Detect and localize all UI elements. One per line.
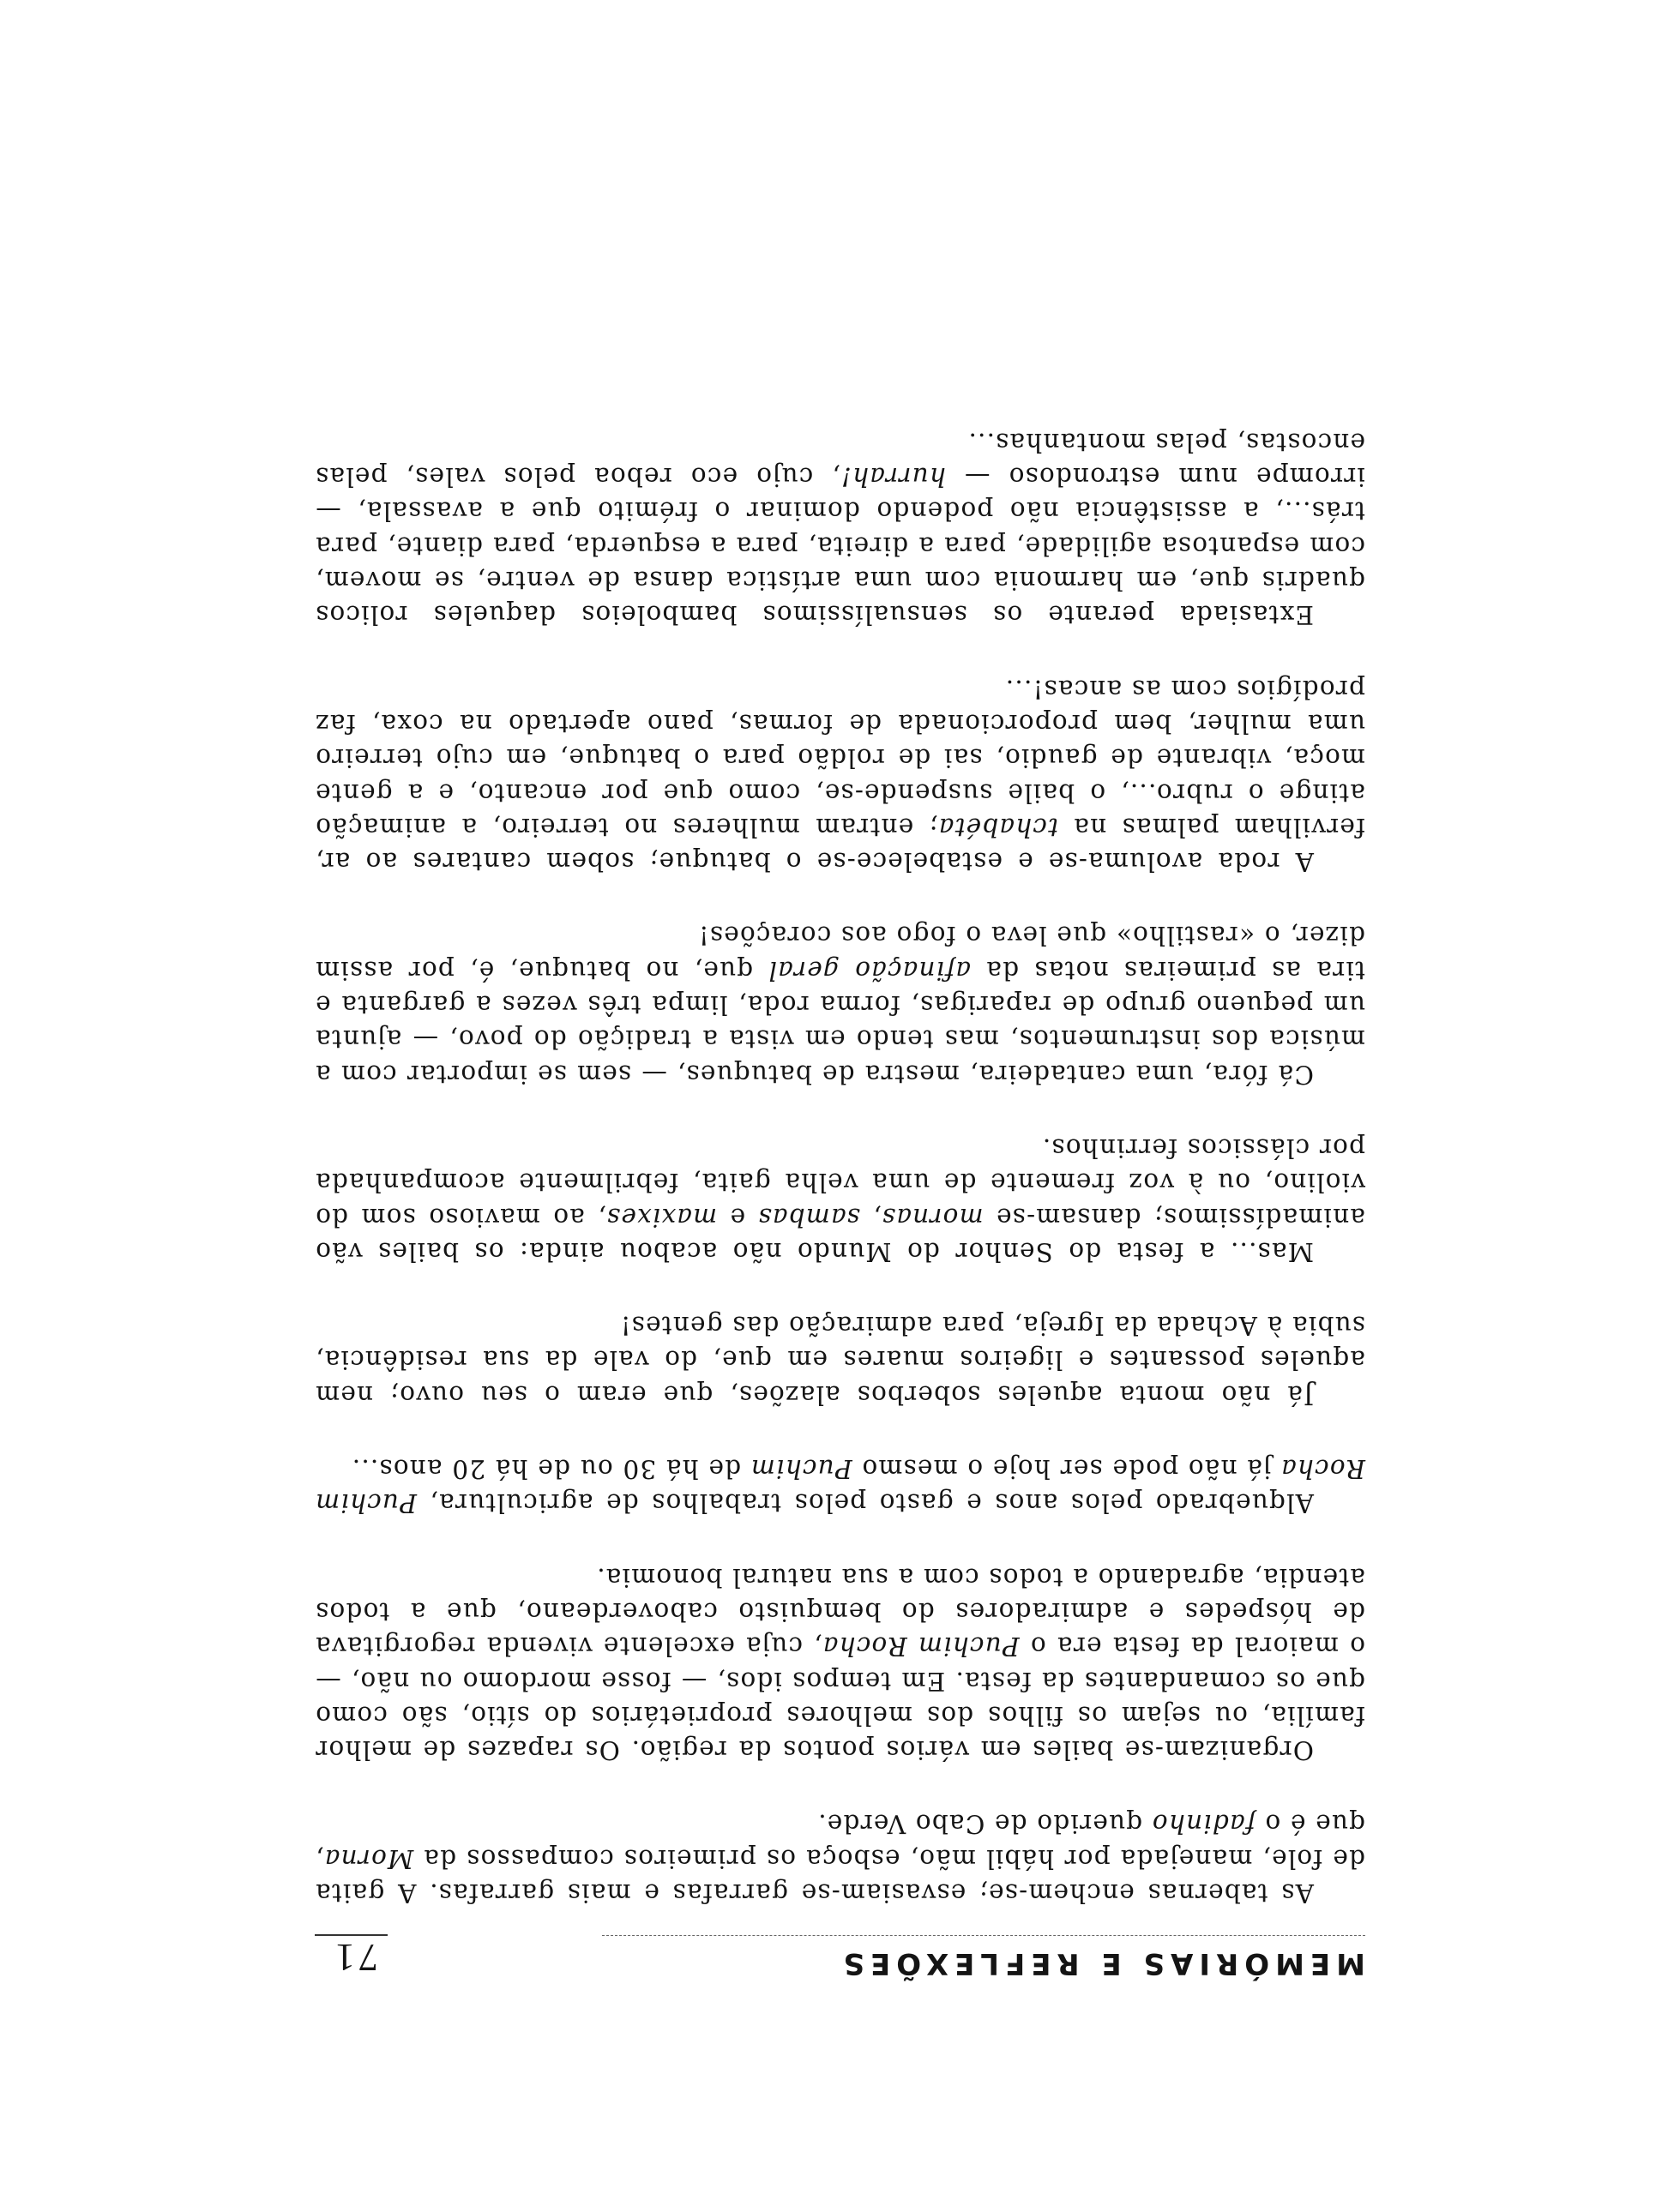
paragraph: As tabernas enchem-se; esvasiam-se garrafas e mais garrafas. A gaita de fole, manejada por hábil mão, esboça os primeiros compassos da Morna, que é o fadinho querido de Cabo Verde.	[315, 1809, 1365, 1908]
paragraph: Alquebrado pelos anos e gasto pelos trabalhos de agricultura, Puchim Rocha já não pode ser hoje o mesmo Puchim de há 30 ou de há 20 anos...	[315, 1454, 1365, 1518]
paragraph: Cá fóra, uma cantadeira, mestra de batuques, — sem se importar com a música dos instrumentos, mas tendo em vista a tradição do povo, — ajunta um pequeno grupo de raparigas, forma roda, limpa três vezes a garganta e tira as primeiras notas da afinação geral que, no batuque, é, por assim dizer, o «rastilho» que leva o fogo aos corações!	[314, 921, 1365, 1089]
paragraph: Extasiada perante os sensualíssimos bamboleios daqueles rolicos quadris que, em harmonia com uma artística dansa de ventre, se movem, com espantosa agilidade, para a direita, para a esquerda, para diante, para trás..., a assistência não podendo dominar o frémito que a avassala, — irrompe num estrondoso — hurrah!, cujo eco reboa pelos vales, pelas encostas, pelas montanhas...	[315, 427, 1365, 630]
running-header	[315, 1929, 1365, 1981]
page-number: 71	[332, 1936, 378, 1980]
paragraph: Já não monta aqueles soberbos alazões, que eram o seu ouvo; nem aqueles possantes e ligeiros muares em que, do vale da sua residência, subia à Achada da Igreja, para admiração das gentes!	[315, 1311, 1365, 1410]
header-rule-solid	[315, 1934, 388, 1936]
paragraph: Mas... a festa do Senhor do Mundo não acabou ainda: os bailes vão animadíssimos; dansam-se mornas, sambas e maxixes, ao mavioso som do violino, ou à voz fremente de uma velha gaita, febrilmente acompanhada por clássicos ferrinhos.	[314, 1133, 1365, 1266]
text-column	[315, 425, 1365, 1981]
paragraph: A roda avoluma-se e estabelece-se o batuque; sobem cantares ao ar, fervilham palmas na tchabéta; entram mulheres no terreiro, a animação atinge o rubro..., o baile suspende-se, como que por encanto, e a gente moça, vibrante de gaudio, sai de roldão para o batuque, em cujo terreiro uma mulher, bem proporcionada de formas, pano apertado na coxa, faz prodígios com as ancas!...	[315, 674, 1365, 877]
header-rule	[315, 1910, 1365, 1929]
running-title: MEMÓRIAS E REFLEXÕES	[837, 1946, 1365, 1981]
header-rule-dotted	[602, 1935, 1365, 1936]
paragraph: Organizam-se bailes em vários pontos da região. Os rapazes de melhor família, ou sejam os filhos dos melhores proprietários do sítio, são como que os comandantes da festa. Em tempos idos, — fosse mordomo ou não, — o maioral da festa era o Puchim Rocha, cuja excelente vivenda regorgitava de hóspedes e admiradores do bemquisto caboverdeano, que a todos atendia, agradando a todos com a sua natural bonomia.	[314, 1562, 1365, 1765]
